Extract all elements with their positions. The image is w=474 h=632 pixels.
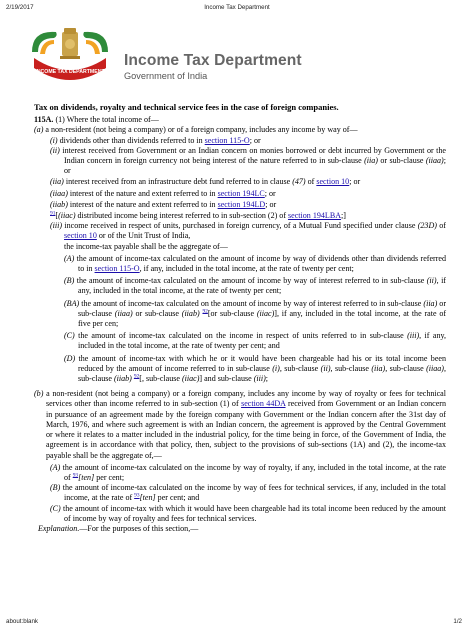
subclause-iiaa: (iiaa) interest of the nature and extent referred to in section 194LC; or <box>50 188 276 198</box>
subclause-iiac: $^{91}$[(iiac) distributed income being interest referred to in sub-section (2) of section 194LBA;] <box>50 210 346 221</box>
section-194ld-link[interactable]: section 194LD <box>217 199 266 209</box>
section-194lba-link[interactable]: section 194LBA <box>288 211 342 221</box>
subclause-iiab: (iiab) interest of the nature and extent referred to in section 194LD; or <box>50 199 277 209</box>
emblem-logo <box>26 22 114 90</box>
section-115o-link[interactable]: section 115-O <box>204 135 250 145</box>
footnote-92b-link[interactable]: 92 <box>133 373 140 380</box>
subclause-i: (i) dividends other than dividends referred to in section 115-O; or <box>50 135 261 145</box>
print-page-number: 1/2 <box>453 618 462 625</box>
item-b-A: (A) the amount of income-tax calculated on the income by way of royalty, if any, included in the total income, at the rate of $^{93}$[ten] per cent; <box>50 462 446 482</box>
print-date: 2/19/2017 <box>6 4 34 11</box>
clause-b: (b) a non-resident (not being a company) or a foreign company, includes any income by way of royalty or fees for technical services other than income referred to in sub-section (1) of section 44DA received from Government or an Indian concern in pursuance of an agreement made by the foreign company with Government or the Indian concern after the 31st day of March, 1976, and where such agreement is with an Indian concern, the agreement is approved by the Central Government or where it relates to a matter included in the industrial policy, for the time being in force, of the Government of India, the agreement is in accordance with that policy, then, subject to the provisions of sub-sections (1A) and (2), the income-tax payable shall be the aggregate of,— <box>34 389 447 460</box>
section-10-link[interactable]: section 10 <box>316 177 350 187</box>
section-intro: 115A. (1) Where the total income of— <box>34 115 159 125</box>
explanation: Explanation.—For the purposes of this section,— <box>38 523 199 533</box>
logo-ribbon-text: INCOME TAX DEPARTMENT <box>35 69 105 75</box>
clause-a: (a) a non-resident (not being a company) or of a foreign company, includes any income by way of— <box>34 125 358 135</box>
item-A: (A) the amount of income-tax calculated on the amount of income by way of dividends other than dividends referred to in section 115-O, if any, included in the total income, at the rate of twenty per cent; <box>64 253 446 274</box>
item-D: (D) the amount of income-tax with which he or it would have been chargeable had his or its total income been reduced by the amount of income referred to in sub-clause (i), sub-clause (ii), sub-clause (iia), sub-clause (iiaa), sub-clause (iiab) $^{92}$[, sub-clause (iiac)] and sub-clause (iii); <box>64 353 446 384</box>
footnote-92-link[interactable]: 92 <box>202 308 208 315</box>
subclause-iia: (iia) interest received from an infrastructure debt fund referred to in clause (47) of section 10; or <box>50 177 361 187</box>
footnote-91-link[interactable]: 91 <box>50 210 56 217</box>
section-number: 115A. <box>34 115 54 125</box>
footnote-93b-link[interactable]: 93 <box>134 492 140 499</box>
subclause-iii: (iii) income received in respect of units, purchased in foreign currency, of a Mutual Fund specified under clause (23D) of section 10 or of the Unit Trust of India, <box>50 221 446 241</box>
item-B: (B) the amount of income-tax calculated on the amount of income by way of interest referred to in sub-clause (ii), if any, included in the total income, at the rate of twenty per cent; <box>64 276 446 296</box>
section-10-link-2[interactable]: section 10 <box>64 231 97 241</box>
item-C: (C) the amount of income-tax calculated on the income in respect of units referred to in sub-clause (iii), if any, included in the total income, at the rate of twenty per cent; and <box>64 331 446 351</box>
browser-print-header <box>0 0 474 14</box>
section-heading: Tax on dividends, royalty and technical service fees in the case of foreign companies. <box>34 102 339 112</box>
brand-subtitle: Government of India <box>124 71 208 81</box>
document-body <box>34 102 446 534</box>
print-page-title: Income Tax Department <box>204 4 270 11</box>
item-b-B: (B) the amount of income-tax calculated on the income by way of fees for technical services, if any, included in the total income, at the rate of $^{93}$[ten] per cent; and <box>50 483 446 503</box>
tax-payable-line: the income-tax payable shall be the aggregate of— <box>64 241 228 251</box>
section-44da-link[interactable]: section 44DA <box>241 399 286 409</box>
brand-title: Income Tax Department <box>124 52 302 69</box>
section-194lc-link[interactable]: section 194LC <box>217 188 265 198</box>
item-BA: (BA) the amount of income-tax calculated on the amount of income by way of interest referred to in sub-clause (iia) or sub-clause (iiaa) or sub-clause (iiab) $^{92}$[or sub-clause (iiac)], if any, included in the total income, at the rate of five per cen; <box>64 298 447 329</box>
item-b-C: (C) the amount of income-tax with which it would have been chargeable had its total income been reduced by the amount of income by way of royalty and fees for technical services. <box>50 503 446 523</box>
section-115o-link-2[interactable]: section 115-O <box>94 264 140 274</box>
print-url: about:blank <box>6 618 38 625</box>
subclause-ii: (ii) interest received from Government or an Indian concern on monies borrowed or debt incurred by Government or the Indian concern in foreign currency not being interest of the nature referred to in sub-clause (iia) or sub-clause (iiaa); or <box>50 145 446 176</box>
footnote-93-link[interactable]: 93 <box>72 472 79 479</box>
